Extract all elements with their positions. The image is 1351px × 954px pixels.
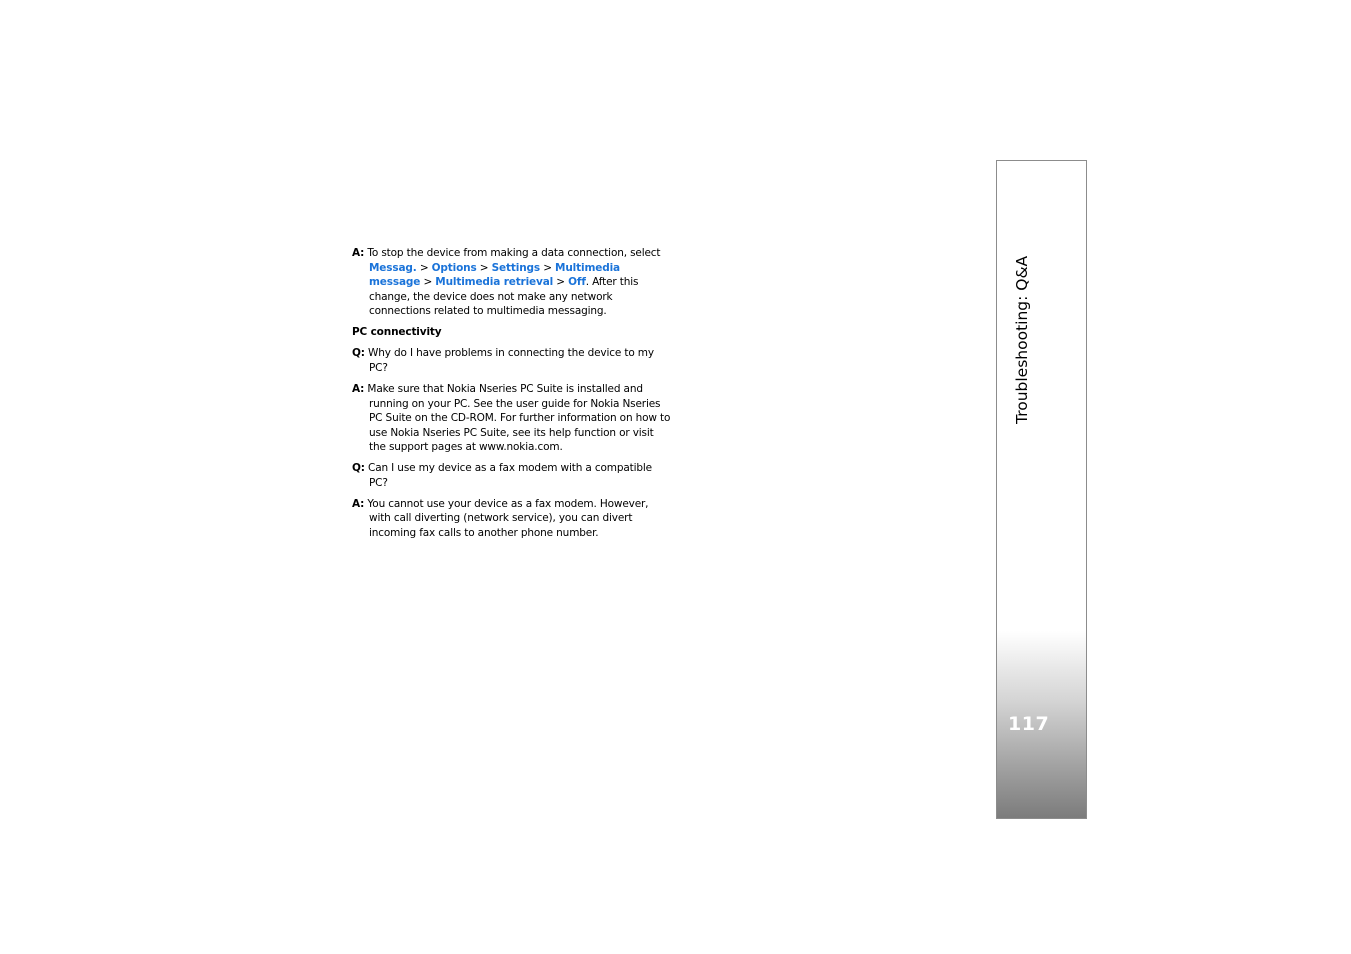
- answer-text: To stop the device from making a data connection, select: [364, 247, 661, 259]
- answer-text: You cannot use your device as a fax modem. However, with call diverting (network service), you can divert incoming fax calls to another phone number.: [364, 497, 649, 540]
- answer-lead: A:: [352, 497, 365, 510]
- menu-separator: >: [416, 261, 432, 274]
- menu-path-off: Off: [568, 276, 586, 289]
- chapter-side-tab: [996, 160, 1087, 819]
- answer-lead: A:: [352, 382, 365, 395]
- question-pc-connection: [352, 346, 672, 375]
- chapter-title-container: [1009, 249, 1033, 424]
- question-text: Can I use my device as a fax modem with a compatible PC?: [364, 462, 652, 489]
- answer-text: Make sure that Nokia Nseries PC Suite is installed and running on your PC. See the user guide for Nokia Nseries PC Suite on the CD-ROM. For further information on how to use Nokia Nseries PC Suite, see its help function or visit the support pages at www.nokia.com.: [364, 382, 671, 454]
- menu-path-options: Options: [431, 261, 477, 274]
- section-heading-pc-connectivity: PC connectivity: [352, 326, 442, 339]
- question-fax-modem: [352, 461, 672, 490]
- answer-lead: A:: [352, 247, 365, 259]
- menu-separator: >: [553, 276, 569, 289]
- answer-text-continued: . After this change, the device does not make any network connections related to multimedia messaging.: [369, 276, 639, 318]
- menu-path-messag: Messag.: [369, 261, 417, 274]
- menu-path-multimedia-retrieval: Multimedia retrieval: [435, 276, 554, 289]
- page-number: 117: [1008, 713, 1050, 735]
- menu-path-settings: Settings: [491, 261, 541, 274]
- menu-separator: >: [420, 276, 436, 289]
- page-content: [352, 246, 672, 547]
- answer-pc-suite: [352, 382, 672, 455]
- answer-fax-modem: [352, 497, 672, 541]
- chapter-title: Troubleshooting: Q&A: [1013, 255, 1031, 424]
- menu-path-multimedia-message: Multimedia message: [369, 261, 620, 289]
- question-text: Why do I have problems in connecting the device to my PC?: [364, 347, 654, 374]
- question-lead: Q:: [352, 347, 365, 360]
- question-lead: Q:: [352, 462, 365, 475]
- answer-data-connection: [352, 246, 672, 319]
- menu-separator: >: [476, 261, 492, 274]
- menu-separator: >: [540, 261, 556, 274]
